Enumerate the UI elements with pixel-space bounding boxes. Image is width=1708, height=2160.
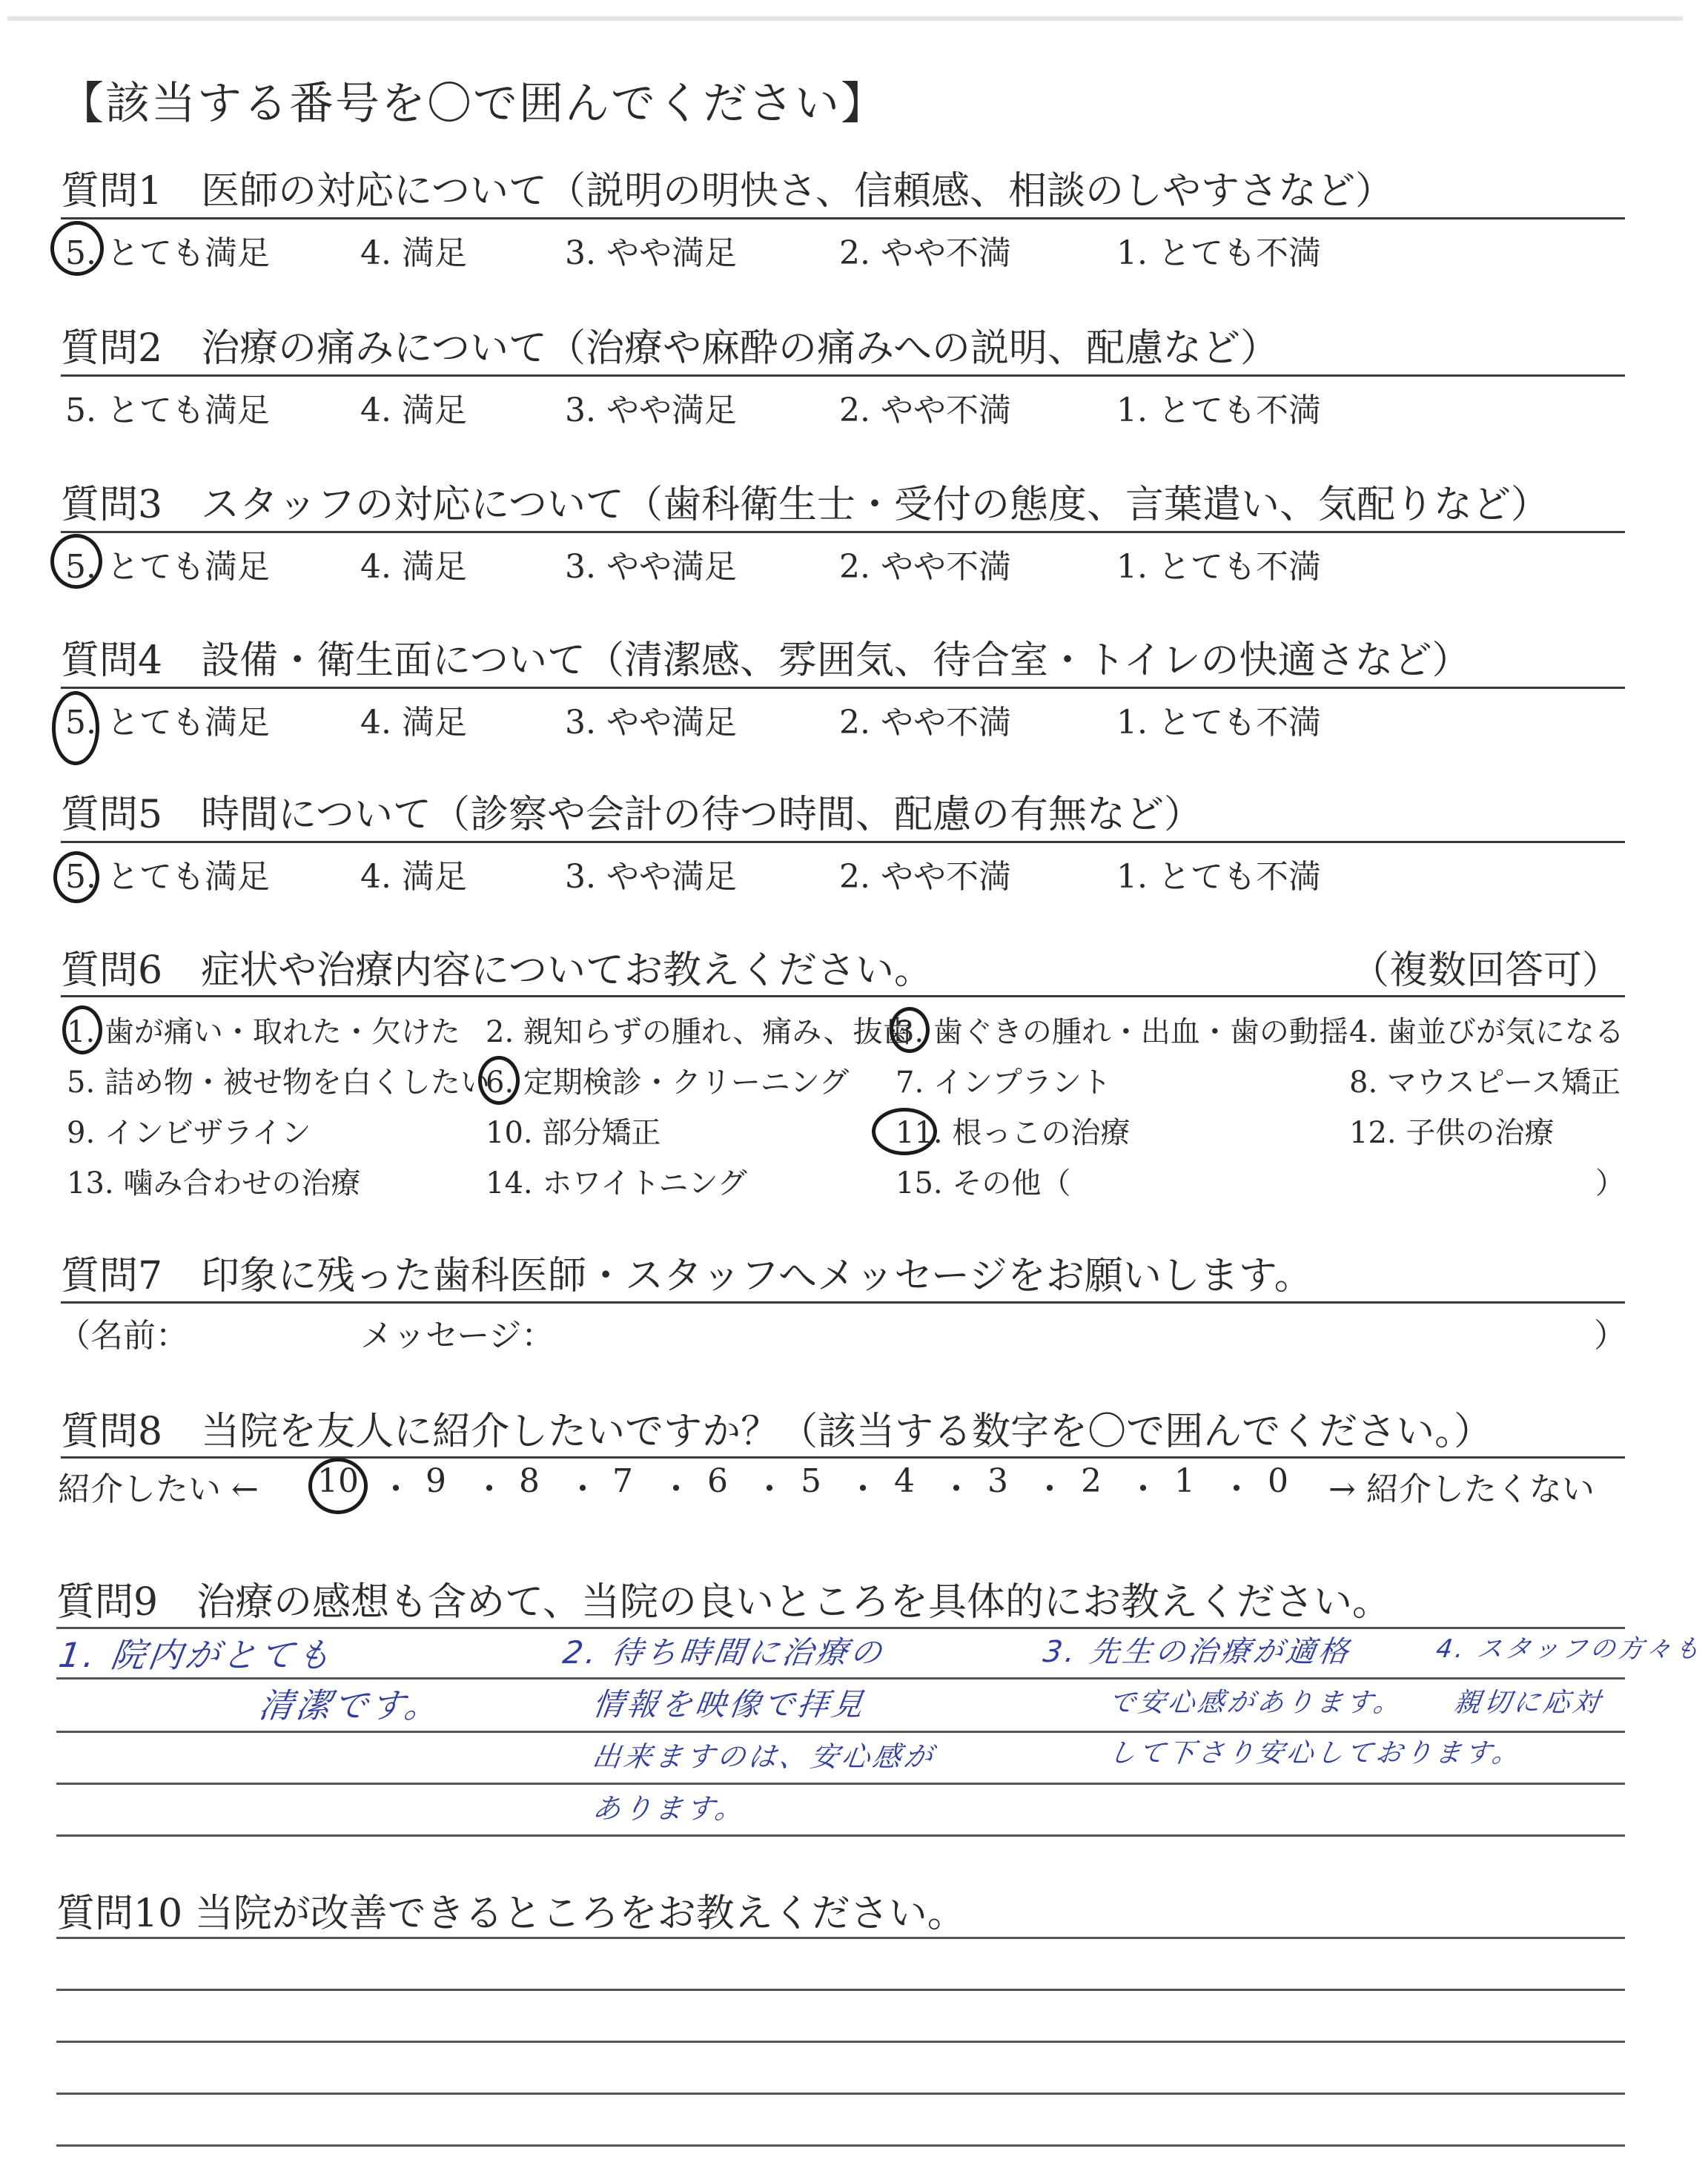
q8-scale-sep: ・ bbox=[380, 1470, 412, 1508]
q1-selection-circle bbox=[50, 221, 104, 276]
q8-scale-8[interactable]: 8 bbox=[519, 1462, 540, 1500]
q5-selection-circle bbox=[53, 851, 99, 903]
q5-option-2[interactable]: 2. やや不満 bbox=[839, 858, 1011, 896]
q8-scale-sep: ・ bbox=[1220, 1470, 1253, 1508]
q8-scale-10[interactable]: 10 bbox=[317, 1462, 359, 1500]
q6-selection-circle-6 bbox=[478, 1056, 520, 1105]
q4-option-2[interactable]: 2. やや不満 bbox=[839, 704, 1011, 742]
q6-option-4[interactable]: 4. 歯並びが気になる bbox=[1349, 1015, 1624, 1049]
q5-option-5[interactable]: 5. とても満足 bbox=[65, 858, 270, 896]
q6-option-11[interactable]: 11. 根っこの治療 bbox=[896, 1116, 1131, 1150]
q6-option-7[interactable]: 7. インプラント bbox=[896, 1066, 1111, 1100]
q8-scale-0[interactable]: 0 bbox=[1268, 1462, 1288, 1500]
q6-underline bbox=[61, 995, 1625, 997]
q8-scale-6[interactable]: 6 bbox=[707, 1462, 728, 1500]
page-title: 【該当する番号を〇で囲んでください】 bbox=[59, 78, 887, 130]
q6-option-9[interactable]: 9. インビザライン bbox=[67, 1116, 311, 1150]
q1-option-1[interactable]: 1. とても不満 bbox=[1116, 234, 1321, 272]
q1-option-5[interactable]: 5. とても満足 bbox=[65, 234, 270, 272]
q9-handwriting: して下さり安心しております。 bbox=[1106, 1738, 1524, 1768]
q9-handwriting: 出来ますのは、安心感が bbox=[590, 1740, 938, 1773]
q4-option-1[interactable]: 1. とても不満 bbox=[1116, 704, 1321, 742]
q3-underline bbox=[61, 531, 1625, 533]
q8-scale-3[interactable]: 3 bbox=[987, 1462, 1008, 1500]
q4-underline bbox=[61, 687, 1625, 689]
q9-handwriting: 情報を映像で拝見 bbox=[590, 1686, 869, 1723]
q5-option-4[interactable]: 4. 満足 bbox=[360, 858, 467, 896]
q9-handwriting: 親切に応対 bbox=[1452, 1688, 1605, 1718]
q6-option-15-close: ） bbox=[1595, 1166, 1625, 1200]
q7-name-label: （名前： bbox=[58, 1317, 188, 1355]
q9-handwriting: 清潔です。 bbox=[256, 1685, 445, 1725]
q1-option-4[interactable]: 4. 満足 bbox=[360, 234, 467, 272]
q5-option-3[interactable]: 3. やや満足 bbox=[565, 858, 737, 896]
q3-option-2[interactable]: 2. やや不満 bbox=[839, 548, 1011, 586]
q5-underline bbox=[61, 841, 1625, 843]
q5-option-1[interactable]: 1. とても不満 bbox=[1116, 858, 1321, 896]
q6-option-1[interactable]: 1. 歯が痛い・取れた・欠けた bbox=[67, 1015, 460, 1049]
q8-scale-sep: ・ bbox=[566, 1470, 599, 1508]
q10-line-4 bbox=[56, 2093, 1625, 2095]
q8-scale-sep: ・ bbox=[847, 1470, 879, 1508]
q7-message-label: メッセージ： bbox=[360, 1317, 555, 1355]
q9-line-4 bbox=[56, 1783, 1625, 1785]
q6-title: 質問6 症状や治療内容についてお教えください。 bbox=[61, 948, 933, 993]
q4-option-5[interactable]: 5. とても満足 bbox=[65, 704, 270, 742]
q3-option-3[interactable]: 3. やや満足 bbox=[565, 548, 737, 586]
q2-option-1[interactable]: 1. とても不満 bbox=[1116, 392, 1321, 429]
q10-line-5 bbox=[56, 2144, 1625, 2147]
q7-title: 質問7 印象に残った歯科医師・スタッフへメッセージをお願いします。 bbox=[61, 1254, 1313, 1298]
q7-underline bbox=[61, 1301, 1625, 1304]
q1-option-3[interactable]: 3. やや満足 bbox=[565, 234, 737, 272]
q8-underline bbox=[61, 1456, 1625, 1459]
q8-scale-sep: ・ bbox=[1033, 1470, 1066, 1508]
q6-option-6[interactable]: 6. 定期検診・クリーニング bbox=[486, 1066, 850, 1100]
q10-line-2 bbox=[56, 1989, 1625, 1991]
q9-handwriting: あります。 bbox=[590, 1792, 749, 1825]
q9-title: 質問9 治療の感想も含めて、当院の良いところを具体的にお教えください。 bbox=[56, 1580, 1391, 1625]
q8-scale-9[interactable]: 9 bbox=[426, 1462, 446, 1500]
q8-scale-sep: ・ bbox=[473, 1470, 506, 1508]
q2-option-5[interactable]: 5. とても満足 bbox=[65, 392, 270, 429]
q9-handwriting: 2. 待ち時間に治療の bbox=[560, 1634, 887, 1671]
q4-selection-circle bbox=[52, 691, 99, 765]
q8-scale-sep: ・ bbox=[1127, 1470, 1159, 1508]
q8-scale-sep: ・ bbox=[753, 1470, 786, 1508]
q1-option-2[interactable]: 2. やや不満 bbox=[839, 234, 1011, 272]
q5-title: 質問5 時間について（診察や会計の待つ時間、配慮の有無など） bbox=[61, 793, 1203, 837]
q6-multi-note: （複数回答可） bbox=[1351, 948, 1621, 993]
q2-option-2[interactable]: 2. やや不満 bbox=[839, 392, 1011, 429]
q8-scale-7[interactable]: 7 bbox=[612, 1462, 633, 1500]
q10-line-1 bbox=[56, 1937, 1625, 1939]
q6-option-3[interactable]: 3. 歯ぐきの腫れ・出血・歯の動揺 bbox=[896, 1015, 1348, 1049]
q2-option-3[interactable]: 3. やや満足 bbox=[565, 392, 737, 429]
q10-title: 質問10 当院が改善できるところをお教えください。 bbox=[56, 1892, 966, 1936]
q8-scale-sep: ・ bbox=[940, 1470, 973, 1508]
q8-scale-2[interactable]: 2 bbox=[1081, 1462, 1102, 1500]
q6-option-12[interactable]: 12. 子供の治療 bbox=[1349, 1116, 1555, 1150]
q2-option-4[interactable]: 4. 満足 bbox=[360, 392, 467, 429]
q3-option-5[interactable]: 5. とても満足 bbox=[65, 548, 270, 586]
q2-title: 質問2 治療の痛みについて（治療や麻酔の痛みへの説明、配慮など） bbox=[61, 326, 1280, 371]
q4-option-4[interactable]: 4. 満足 bbox=[360, 704, 467, 742]
q6-option-10[interactable]: 10. 部分矯正 bbox=[486, 1116, 661, 1150]
q6-selection-circle-1 bbox=[62, 1005, 102, 1054]
q8-scale-sep: ・ bbox=[660, 1470, 692, 1508]
q9-handwriting: 4. スタッフの方々も bbox=[1434, 1634, 1705, 1664]
q8-selection-circle bbox=[308, 1458, 368, 1514]
q4-option-3[interactable]: 3. やや満足 bbox=[565, 704, 737, 742]
q6-option-13[interactable]: 13. 噛み合わせの治療 bbox=[67, 1166, 361, 1200]
q10-line-3 bbox=[56, 2041, 1625, 2043]
q3-selection-circle bbox=[50, 534, 102, 589]
q8-scale-5[interactable]: 5 bbox=[801, 1462, 821, 1500]
q6-option-14[interactable]: 14. ホワイトニング bbox=[486, 1166, 747, 1200]
q9-line-5 bbox=[56, 1834, 1625, 1837]
q8-scale-1[interactable]: 1 bbox=[1174, 1462, 1195, 1500]
q1-title: 質問1 医師の対応について（説明の明快さ、信頼感、相談のしやすさなど） bbox=[61, 169, 1394, 214]
q9-handwriting: 1. 院内がとても bbox=[56, 1635, 337, 1675]
q3-option-4[interactable]: 4. 満足 bbox=[360, 548, 467, 586]
q6-selection-circle-11 bbox=[872, 1108, 937, 1155]
q1-underline bbox=[61, 217, 1625, 219]
q6-option-2[interactable]: 2. 親知らずの腫れ、痛み、抜歯 bbox=[486, 1015, 913, 1049]
q6-selection-circle-3 bbox=[890, 1007, 930, 1053]
q2-underline bbox=[61, 374, 1625, 377]
q9-handwriting: 3. 先生の治療が適格 bbox=[1041, 1635, 1354, 1669]
q3-title: 質問3 スタッフの対応について（歯科衛生士・受付の態度、言葉遣い、気配りなど） bbox=[61, 483, 1550, 527]
q8-right-label: → 紹介したくない bbox=[1328, 1470, 1595, 1508]
q6-option-8[interactable]: 8. マウスピース矯正 bbox=[1349, 1066, 1621, 1100]
q3-option-1[interactable]: 1. とても不満 bbox=[1116, 548, 1321, 586]
q8-title: 質問8 当院を友人に紹介したいですか？（該当する数字を〇で囲んでください。） bbox=[61, 1410, 1493, 1454]
q7-close: ） bbox=[1594, 1317, 1626, 1355]
q8-scale-4[interactable]: 4 bbox=[894, 1462, 915, 1500]
top-edge bbox=[7, 16, 1683, 21]
q4-title: 質問4 設備・衛生面について（清潔感、雰囲気、待合室・トイレの快適さなど） bbox=[61, 638, 1471, 683]
q6-option-5[interactable]: 5. 詰め物・被せ物を白くしたい bbox=[67, 1066, 490, 1100]
q9-handwriting: で安心感があります。 bbox=[1106, 1688, 1406, 1718]
q8-left-label: 紹介したい ← bbox=[58, 1470, 259, 1508]
q6-option-15[interactable]: 15. その他（ bbox=[896, 1166, 1071, 1200]
